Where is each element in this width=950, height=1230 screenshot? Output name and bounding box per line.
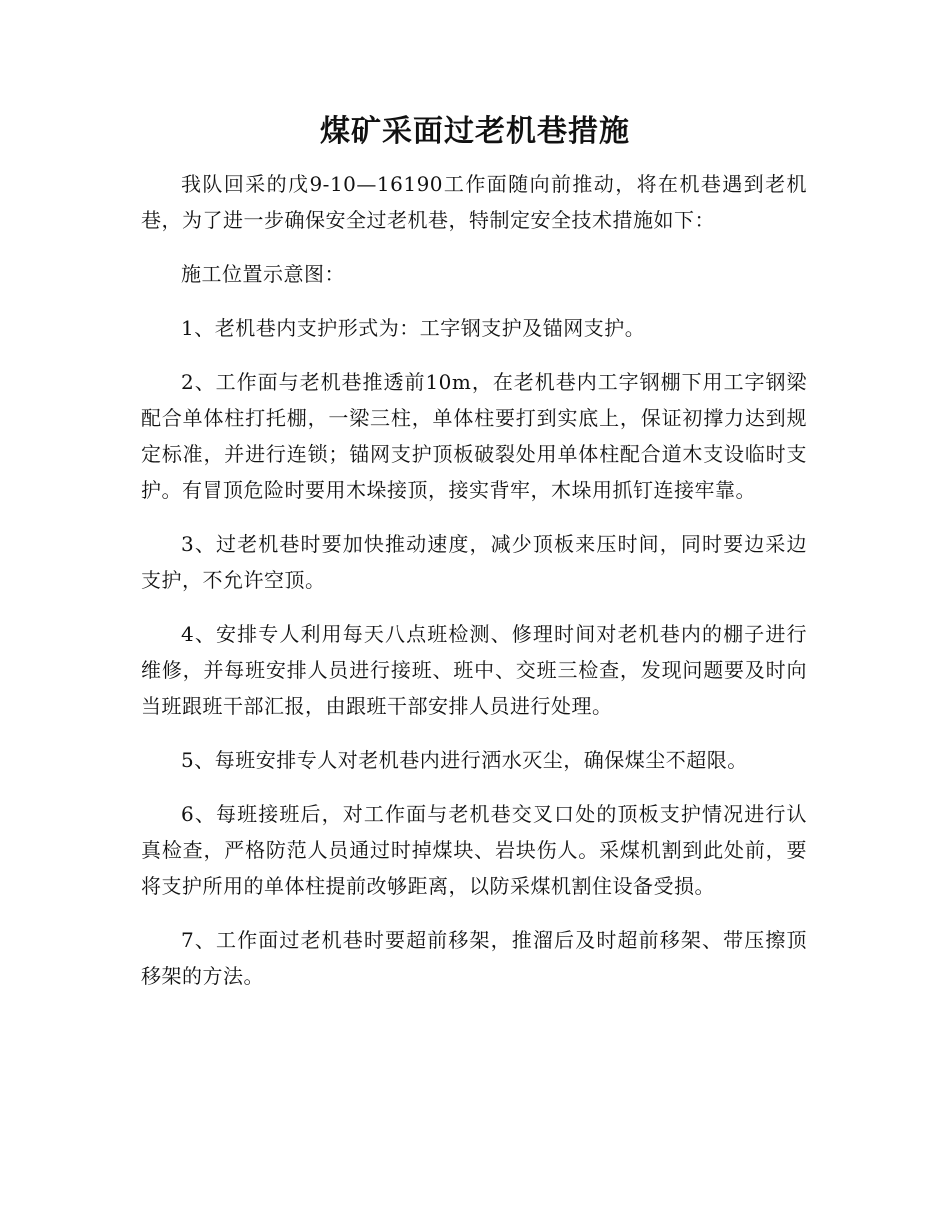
paragraph-item-4: 4、安排专人利用每天八点班检测、修理时间对老机巷内的棚子进行维修，并每班安排人员进行接班、班中、交班三检查，发现问题要及时向当班跟班干部汇报，由跟班干部安排人员进行处理。 xyxy=(141,622,807,718)
document-body xyxy=(141,166,807,1012)
paragraph-item-1: 1、老机巷内支护形式为：工字钢支护及锚网支护。 xyxy=(181,316,646,340)
paragraph-intro: 我队回采的戊9-10—16190工作面随向前推动，将在机巷遇到老机巷，为了进一步确保安全过老机巷，特制定安全技术措施如下： xyxy=(141,172,807,232)
paragraph-item-5: 5、每班安排专人对老机巷内进行洒水灭尘，确保煤尘不超限。 xyxy=(181,748,748,772)
document-title: 煤矿采面过老机巷措施 xyxy=(320,114,630,149)
paragraph-item-2: 2、工作面与老机巷推透前10m，在老机巷内工字钢棚下用工字钢梁配合单体柱打托棚，一梁三柱，单体柱要打到实底上，保证初撑力达到规定标准，并进行连锁；锚网支护顶板破裂处用单体柱配合道木支设临时支护。有冒顶危险时要用木垛接顶，接实背牢，木垛用抓钉连接牢靠。 xyxy=(141,370,807,502)
paragraph-diagram-caption: 施工位置示意图： xyxy=(181,262,345,286)
paragraph-item-7: 7、工作面过老机巷时要超前移架，推溜后及时超前移架、带压擦顶移架的方法。 xyxy=(141,928,807,988)
paragraph-item-3: 3、过老机巷时要加快推动速度，减少顶板来压时间，同时要边采边支护，不允许空顶。 xyxy=(141,532,807,592)
paragraph-item-6: 6、每班接班后，对工作面与老机巷交叉口处的顶板支护情况进行认真检查，严格防范人员通过时掉煤块、岩块伤人。采煤机割到此处前，要将支护所用的单体柱提前改够距离，以防采煤机割住设备受损。 xyxy=(141,802,807,898)
